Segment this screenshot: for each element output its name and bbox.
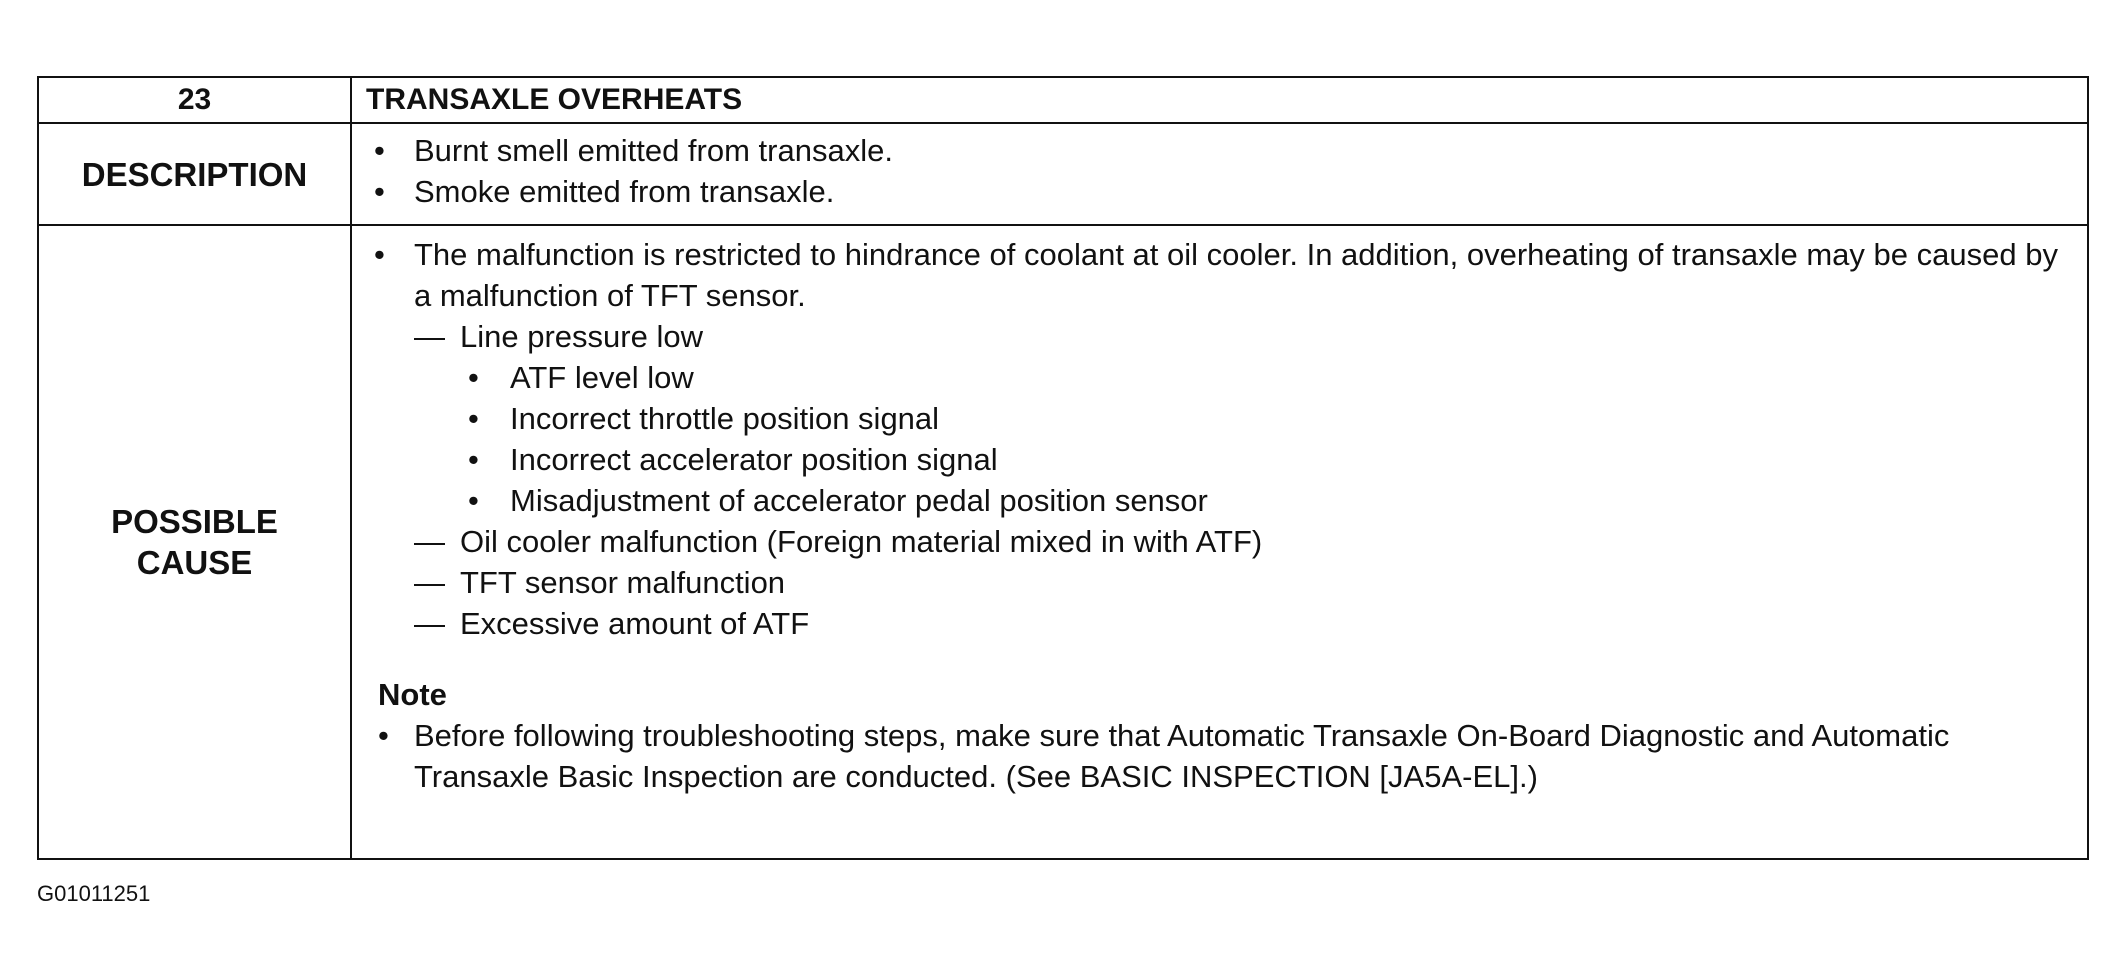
sub-item: • Incorrect accelerator position signal <box>462 439 2077 480</box>
line-pressure-sublist <box>414 357 2077 521</box>
note-block <box>366 674 2077 797</box>
dash-item-oil-cooler <box>414 521 2077 562</box>
tft-sensor-text: TFT sensor malfunction <box>460 565 786 600</box>
symptom-number: 23 <box>38 77 351 123</box>
dash-glyph: — <box>414 606 445 641</box>
cause-intro: The malfunction is restricted to hindrance of coolant at oil cooler. In addition, overheating of transaxle may be caused by a malfunction of TFT sensor. <box>414 237 2058 313</box>
line-pressure-label: Line pressure low <box>460 319 703 354</box>
header-row <box>38 77 2088 123</box>
sub-item: • Misadjustment of accelerator pedal position sensor <box>462 480 2077 521</box>
note-item: • Before following troubleshooting steps, make sure that Automatic Transaxle On-Board Diagnostic and Automatic Transaxle Basic Inspection are conducted. (See BASIC INSPECTION [JA5A-EL].) <box>378 715 2077 797</box>
description-item: • Smoke emitted from transaxle. <box>366 171 2077 212</box>
possible-cause-label-line1: POSSIBLE <box>111 503 278 540</box>
troubleshooting-table <box>37 76 2089 860</box>
excessive-atf-text: Excessive amount of ATF <box>460 606 810 641</box>
figure-code: G01011251 <box>37 881 151 906</box>
description-label: DESCRIPTION <box>38 123 351 225</box>
dash-item-excessive-atf <box>414 603 2077 644</box>
description-cell <box>351 123 2088 225</box>
cause-dash-list <box>414 316 2077 644</box>
sub-item: • Incorrect throttle position signal <box>462 398 2077 439</box>
cause-list <box>366 234 2077 644</box>
possible-cause-label-line2: CAUSE <box>136 544 253 581</box>
symptom-title: TRANSAXLE OVERHEATS <box>351 77 2088 123</box>
possible-cause-label <box>38 225 351 859</box>
dash-glyph: — <box>414 319 445 354</box>
description-list <box>366 130 2077 212</box>
dash-glyph: — <box>414 565 445 600</box>
sub-item: • ATF level low <box>462 357 2077 398</box>
possible-cause-row <box>38 225 2088 859</box>
note-list <box>378 715 2077 797</box>
dash-glyph: — <box>414 524 445 559</box>
dash-item-line-pressure <box>414 316 2077 521</box>
cause-item <box>366 234 2077 644</box>
description-row <box>38 123 2088 225</box>
oil-cooler-text: Oil cooler malfunction (Foreign material mixed in with ATF) <box>460 524 1263 559</box>
note-title: Note <box>378 677 447 712</box>
description-item: • Burnt smell emitted from transaxle. <box>366 130 2077 171</box>
dash-item-tft-sensor <box>414 562 2077 603</box>
possible-cause-cell <box>351 225 2088 859</box>
